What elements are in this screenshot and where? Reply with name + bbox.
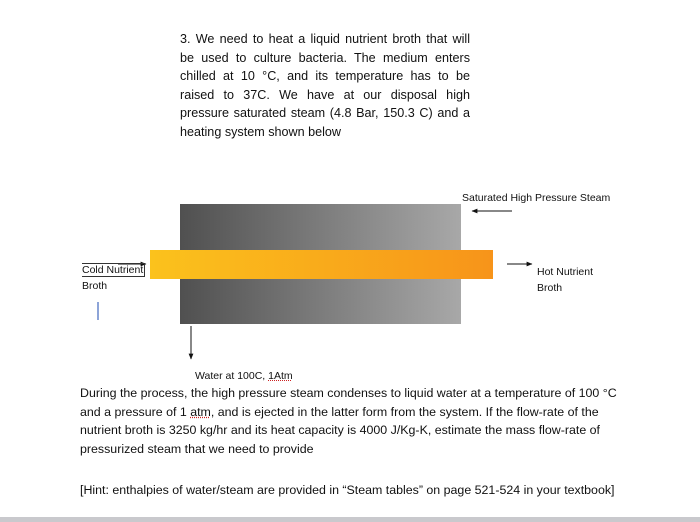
bottom-strip [0, 517, 700, 522]
hot-broth-label-line1: Hot Nutrient [537, 266, 594, 278]
question-number: 3. [180, 32, 191, 46]
hint-text: [Hint: enthalpies of water/steam are provided in “Steam tables” on page 521-524 in your textbook] [80, 483, 615, 497]
water-outlet-label [195, 368, 293, 384]
cold-broth-label [82, 262, 152, 294]
text-cursor [97, 302, 99, 320]
body-prefix: During the process, the high pressure steam condenses to liquid water at a temperature of 100 °C and a pressure of 1 [80, 386, 617, 419]
broth-tube [150, 250, 493, 279]
body-atm: atm [190, 404, 211, 419]
question-body: We need to heat a liquid nutrient broth that will be used to culture bacteria. The medium enters chilled at 10 °C, and its temperature has to be raised to 37C. We have at our disposal high pressure saturated steam (4.8 Bar, 150.3 C) and a heating system shown below [180, 32, 470, 139]
steam-label: Saturated High Pressure Steam [462, 192, 611, 204]
process-description [80, 384, 622, 458]
hot-broth-label-line2: Broth [537, 282, 563, 294]
cold-broth-label-line1: Cold Nutrient [82, 264, 144, 276]
body-suffix: , and is ejected in the latter form from the system. If the flow-rate of the nutrient broth is 3250 kg/hr and its heat capacity is 4000 J/Kg-K, estimate the mass flow-rate of pressurized steam that we need to provide [80, 404, 600, 456]
water-label-prefix: Water at 100C, [195, 370, 269, 382]
cold-broth-label-line2: Broth [82, 280, 108, 292]
water-label-atm: 1Atm [268, 370, 293, 382]
hot-broth-label [537, 264, 617, 296]
